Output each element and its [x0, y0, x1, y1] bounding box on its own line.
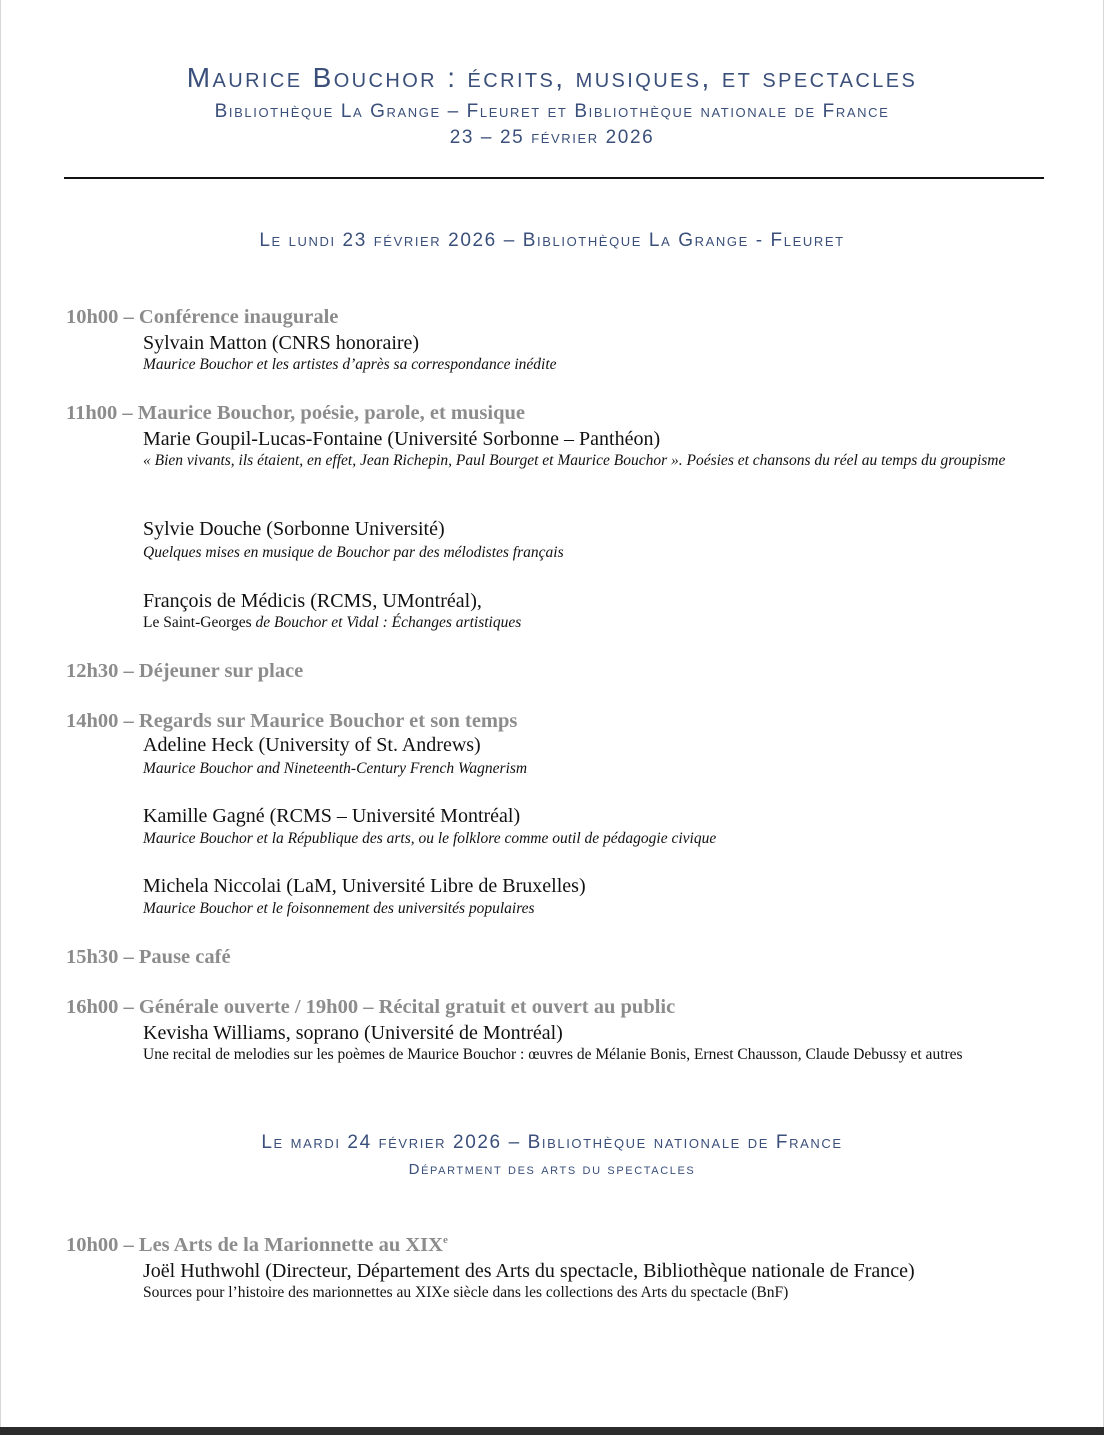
session-label: 12h30 – Déjeuner sur place	[66, 660, 304, 682]
day2-subheading: Départment des arts du spectacles	[408, 1161, 696, 1178]
talk-title-rest: de Bouchor et Vidal : Échanges artistiques	[251, 614, 522, 631]
session-label: 14h00 – Regards sur Maurice Bouchor et son temps	[66, 710, 518, 732]
speaker-name: François de Médicis (RCMS, UMontréal),	[143, 590, 482, 612]
header-divider	[64, 177, 1044, 179]
speaker-name: Kamille Gagné (RCMS – Université Montréal)	[143, 805, 521, 827]
session-label: 16h00 – Générale ouverte / 19h00 – Récital gratuit et ouvert au public	[66, 996, 676, 1018]
superscript: e	[442, 1234, 448, 1247]
venue-subtitle: Bibliothèque La Grange – Fleuret et Bibliothèque nationale de France	[214, 101, 890, 122]
talk-title: Maurice Bouchor et les artistes d’après sa correspondance inédite	[143, 356, 557, 373]
talk-title: Maurice Bouchor et le foisonnement des universités populaires	[143, 900, 535, 917]
session-label: 11h00 – Maurice Bouchor, poésie, parole, et musique	[66, 402, 525, 424]
talk-title: Maurice Bouchor et la République des arts, ou le folklore comme outil de pédagogie civique	[143, 830, 717, 847]
speaker-name: Sylvie Douche (Sorbonne Université)	[143, 518, 445, 540]
talk-title: Quelques mises en musique de Bouchor par des mélodistes français	[143, 544, 564, 561]
speaker-name: Adeline Heck (University of St. Andrews)	[143, 734, 481, 756]
day1-heading: Le lundi 23 février 2026 – Bibliothèque La Grange - Fleuret	[259, 230, 845, 251]
session-label-text: 10h00 – Les Arts de la Marionnette au XIX	[66, 1234, 443, 1256]
day2-heading: Le mardi 24 février 2026 – Bibliothèque nationale de France	[261, 1132, 843, 1153]
page-title: Maurice Bouchor : écrits, musiques, et spectacles	[186, 62, 918, 93]
speaker-name: Sylvain Matton (CNRS honoraire)	[143, 332, 420, 354]
speaker-name: Kevisha Williams, soprano (Université de Montréal)	[143, 1022, 563, 1044]
talk-title	[143, 612, 1038, 633]
event-dates: 23 – 25 février 2026	[449, 127, 655, 148]
session-label	[66, 1234, 1046, 1257]
talk-description: Une recital de melodies sur les poèmes de Maurice Bouchor : œuvres de Mélanie Bonis, Ernest Chausson, Claude Debussy et autres	[143, 1046, 963, 1063]
session-label: 10h00 – Conférence inaugurale	[66, 306, 339, 328]
work-title: Le Saint-Georges	[143, 614, 252, 631]
speaker-name: Joël Huthwohl (Directeur, Département des Arts du spectacle, Bibliothèque nationale de France)	[143, 1260, 915, 1282]
talk-title: Maurice Bouchor and Nineteenth-Century French Wagnerism	[143, 760, 528, 777]
session-label: 15h30 – Pause café	[66, 946, 231, 968]
speaker-name: Marie Goupil-Lucas-Fontaine (Université Sorbonne – Panthéon)	[143, 428, 661, 450]
talk-title: « Bien vivants, ils étaient, en effet, Jean Richepin, Paul Bourget et Maurice Bouchor ». Poésies et chansons du réel au temps du groupisme	[143, 452, 1006, 469]
speaker-name: Michela Niccolai (LaM, Université Libre de Bruxelles)	[143, 875, 586, 897]
talk-title: Sources pour l’histoire des marionnettes au XIXe siècle dans les collections des Arts du spectacle (BnF)	[143, 1284, 789, 1301]
bottom-edge	[0, 1427, 1104, 1435]
